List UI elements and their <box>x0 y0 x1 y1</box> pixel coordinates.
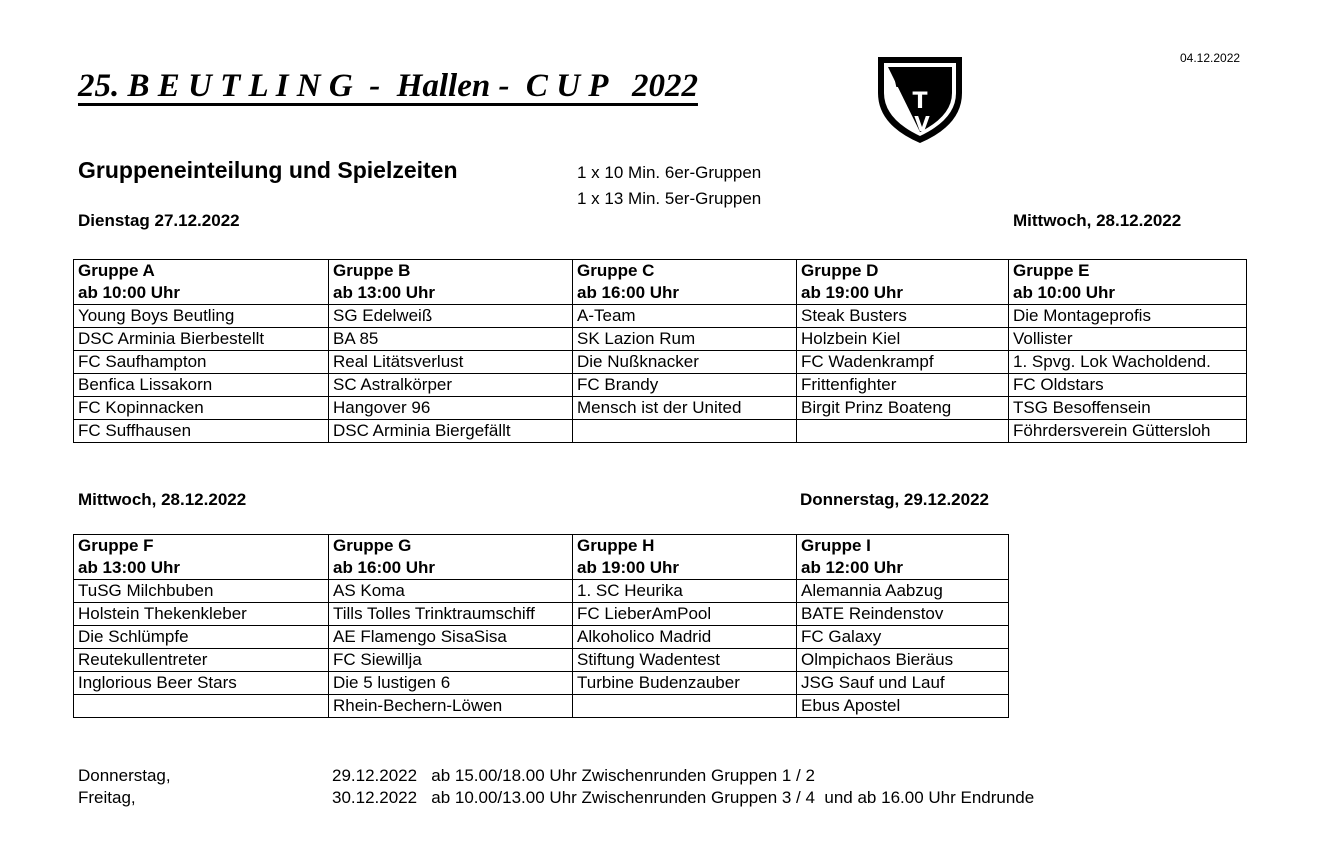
day-heading-wednesday-e: Mittwoch, 28.12.2022 <box>1013 211 1182 230</box>
team-cell: SC Astralkörper <box>329 374 573 397</box>
team-cell: Die Montageprofis <box>1009 305 1247 328</box>
team-cell: Alemannia Aabzug <box>797 580 1009 603</box>
team-cell <box>74 695 329 718</box>
team-cell: A-Team <box>573 305 797 328</box>
table-row <box>74 672 1009 695</box>
team-cell: FC Brandy <box>573 374 797 397</box>
footer-day-1: Donnerstag, <box>78 766 171 785</box>
subtitle: Gruppeneinteilung und Spielzeiten <box>78 157 458 183</box>
mode-5er: 1 x 13 Min. 5er-Gruppen <box>577 189 762 208</box>
group-name: Gruppe B <box>329 260 573 283</box>
team-cell: Benfica Lissakorn <box>74 374 329 397</box>
team-cell <box>573 420 797 443</box>
group-time: ab 16:00 Uhr <box>573 282 797 305</box>
table-header-row <box>74 282 1247 305</box>
group-table-1 <box>73 259 1247 443</box>
team-cell: Real Litätsverlust <box>329 351 573 374</box>
page-title: 25. B E U T L I N G - Hallen - C U P 2022 <box>78 68 698 104</box>
team-cell: Frittenfighter <box>797 374 1009 397</box>
table-row <box>74 649 1009 672</box>
group-time: ab 19:00 Uhr <box>573 557 797 580</box>
team-cell: Birgit Prinz Boateng <box>797 397 1009 420</box>
group-name: Gruppe F <box>74 535 329 558</box>
team-cell: BA 85 <box>329 328 573 351</box>
table-row <box>74 420 1247 443</box>
team-cell: 1. Spvg. Lok Wacholdend. <box>1009 351 1247 374</box>
team-cell: Young Boys Beutling <box>74 305 329 328</box>
team-cell: SK Lazion Rum <box>573 328 797 351</box>
logo-letter-v: V <box>914 112 930 136</box>
group-time: ab 10:00 Uhr <box>74 282 329 305</box>
team-cell: SG Edelweiß <box>329 305 573 328</box>
team-cell: DSC Arminia Bierbestellt <box>74 328 329 351</box>
team-cell: FC Wadenkrampf <box>797 351 1009 374</box>
team-cell: BATE Reindenstov <box>797 603 1009 626</box>
team-cell: Olmpichaos Bieräus <box>797 649 1009 672</box>
team-cell: FC Saufhampton <box>74 351 329 374</box>
group-time: ab 13:00 Uhr <box>74 557 329 580</box>
team-cell: Stiftung Wadentest <box>573 649 797 672</box>
table-row <box>74 695 1009 718</box>
group-name: Gruppe G <box>329 535 573 558</box>
team-cell: Tills Tolles Trinktraumschiff <box>329 603 573 626</box>
team-cell: Turbine Budenzauber <box>573 672 797 695</box>
group-name: Gruppe D <box>797 260 1009 283</box>
team-cell: JSG Sauf und Lauf <box>797 672 1009 695</box>
team-cell: DSC Arminia Biergefällt <box>329 420 573 443</box>
footer-day-2: Freitag, <box>78 788 136 807</box>
team-cell: Ebus Apostel <box>797 695 1009 718</box>
team-cell: FC Kopinnacken <box>74 397 329 420</box>
group-time: ab 16:00 Uhr <box>329 557 573 580</box>
team-cell: Holstein Thekenkleber <box>74 603 329 626</box>
table-header-row <box>74 260 1247 283</box>
logo-letter-t: T <box>912 89 928 114</box>
table-row <box>74 397 1247 420</box>
group-time: ab 10:00 Uhr <box>1009 282 1247 305</box>
team-cell: FC Siewillja <box>329 649 573 672</box>
team-cell: FC LieberAmPool <box>573 603 797 626</box>
team-cell: AE Flamengo SisaSisa <box>329 626 573 649</box>
team-cell: Die Schlümpfe <box>74 626 329 649</box>
table-row <box>74 626 1009 649</box>
team-cell: AS Koma <box>329 580 573 603</box>
team-cell: Reutekullentreter <box>74 649 329 672</box>
table-row <box>74 374 1247 397</box>
team-cell: Föhrdersverein Güttersloh <box>1009 420 1247 443</box>
team-cell: TSG Besoffensein <box>1009 397 1247 420</box>
footer-info-2: 30.12.2022 ab 10.00/13.00 Uhr Zwischenrunden Gruppen 3 / 4 und ab 16.00 Uhr Endrunde <box>332 788 1035 807</box>
team-cell: Alkoholico Madrid <box>573 626 797 649</box>
team-cell: FC Oldstars <box>1009 374 1247 397</box>
day-heading-wednesday: Mittwoch, 28.12.2022 <box>78 490 247 509</box>
group-name: Gruppe E <box>1009 260 1247 283</box>
team-cell: Steak Busters <box>797 305 1009 328</box>
team-cell: Hangover 96 <box>329 397 573 420</box>
logo-letter-w: W <box>891 68 917 93</box>
group-name: Gruppe A <box>74 260 329 283</box>
group-time: ab 13:00 Uhr <box>329 282 573 305</box>
team-cell: Rhein-Bechern-Löwen <box>329 695 573 718</box>
group-time: ab 12:00 Uhr <box>797 557 1009 580</box>
team-cell: FC Suffhausen <box>74 420 329 443</box>
table-row <box>74 328 1247 351</box>
group-name: Gruppe H <box>573 535 797 558</box>
group-name: Gruppe I <box>797 535 1009 558</box>
group-table-2 <box>73 534 1009 718</box>
team-cell: Mensch ist der United <box>573 397 797 420</box>
table-row <box>74 603 1009 626</box>
team-cell <box>797 420 1009 443</box>
team-cell: FC Galaxy <box>797 626 1009 649</box>
table-row <box>74 580 1009 603</box>
table-row <box>74 305 1247 328</box>
footer-info-1: 29.12.2022 ab 15.00/18.00 Uhr Zwischenrunden Gruppen 1 / 2 <box>332 766 815 785</box>
table-header-row <box>74 557 1009 580</box>
mode-6er: 1 x 10 Min. 6er-Gruppen <box>577 163 762 182</box>
day-heading-thursday: Donnerstag, 29.12.2022 <box>800 490 989 509</box>
table-header-row <box>74 535 1009 558</box>
team-cell: Holzbein Kiel <box>797 328 1009 351</box>
team-cell: TuSG Milchbuben <box>74 580 329 603</box>
team-cell: Die Nußknacker <box>573 351 797 374</box>
group-name: Gruppe C <box>573 260 797 283</box>
day-heading-tuesday: Dienstag 27.12.2022 <box>78 211 240 230</box>
group-time: ab 19:00 Uhr <box>797 282 1009 305</box>
team-cell: Die 5 lustigen 6 <box>329 672 573 695</box>
club-logo <box>874 53 966 145</box>
team-cell <box>573 695 797 718</box>
team-cell: Inglorious Beer Stars <box>74 672 329 695</box>
table-row <box>74 351 1247 374</box>
team-cell: Vollister <box>1009 328 1247 351</box>
team-cell: 1. SC Heurika <box>573 580 797 603</box>
document-date: 04.12.2022 <box>1180 51 1241 65</box>
